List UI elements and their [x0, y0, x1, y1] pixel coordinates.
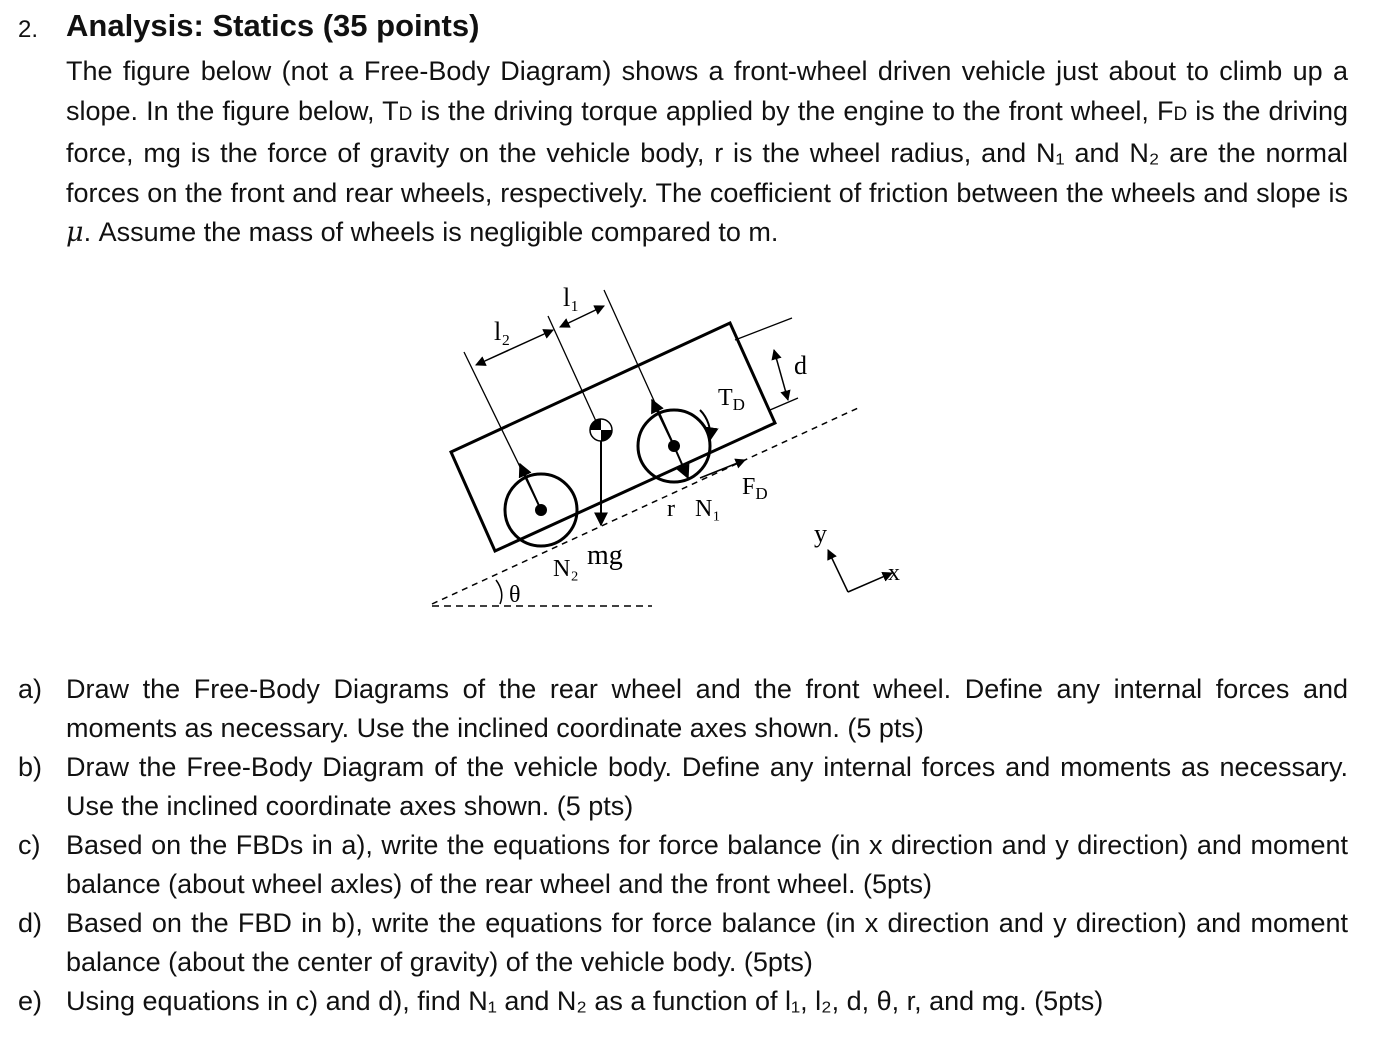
label-l2: l₂ [494, 317, 511, 346]
part-a-text: Draw the Free-Body Diagrams of the rear wheel and the front wheel. Define any internal forces and moments as necessary. Use the inclined coordinate axes shown. (5 pts) [66, 674, 1348, 743]
mu-symbol: μ [66, 217, 84, 248]
label-l1: l₁ [563, 283, 580, 312]
part-e-text: Using equations in c) and d), find N₁ and N₂ as a function of l₁, l₂, d, θ, r, and mg. (5pts) [66, 986, 1104, 1016]
intro-text-2: is the driving torque applied by the engine to the front wheel, F [412, 95, 1174, 126]
intro-text-3: is the driving force, mg is the force of gravity on the vehicle body, r is the wheel radius, and N₁ and N₂ are the normal forces on the front and rear wheels, respectively. The coefficient of friction between the wheels and slope is [66, 95, 1348, 208]
label-x: x [888, 560, 900, 586]
vehicle-diagram [420, 278, 900, 620]
radius-arrow [674, 446, 688, 478]
part-c [18, 826, 1348, 904]
question-parts [18, 670, 1348, 1021]
intro-subscript-d2: D [1173, 103, 1188, 125]
label-fd: $F_D$ [742, 474, 768, 503]
intro-text-4: . Assume the mass of wheels is negligible compared to m. [83, 217, 779, 247]
l2-dimension-arrow [476, 330, 553, 365]
d-dimension-arrow [774, 350, 788, 400]
part-e-letter: e) [18, 986, 43, 1016]
n1-arrow [652, 400, 674, 446]
problem-statement [66, 52, 1348, 253]
label-r: r [667, 496, 675, 522]
label-td: $T_D$ [718, 385, 745, 414]
part-b [18, 748, 1348, 826]
question-title: Analysis: Statics (35 points) [66, 8, 480, 43]
y-axis-arrow [828, 550, 848, 592]
extension-line-cg [548, 316, 600, 430]
part-a-letter: a) [18, 674, 43, 704]
intro-subscript-d1: D [398, 103, 413, 125]
question-number: 2. [18, 16, 39, 43]
part-d-letter: d) [18, 908, 43, 938]
label-n2: N₂ [553, 556, 579, 582]
part-a [18, 670, 1348, 748]
extension-line-top [735, 318, 792, 340]
part-e [18, 982, 1348, 1021]
part-d [18, 904, 1348, 982]
x-axis-arrow [848, 573, 892, 592]
n2-arrow [520, 464, 541, 510]
label-y: y [814, 519, 827, 548]
label-theta: θ [509, 582, 521, 608]
label-d: d [794, 351, 807, 380]
part-d-text: Based on the FBD in b), write the equations for force balance (in x direction and y direction) and moment balance (about the center of gravity) of the vehicle body. (5pts) [66, 908, 1348, 977]
intro-text-1: The figure below (not a Free-Body Diagram) shows a front-wheel driven vehicle just about to climb up a slope. In the figure below, T [66, 56, 1348, 126]
label-mg: mg [587, 540, 623, 571]
slope-line [432, 408, 858, 604]
part-c-letter: c) [18, 830, 41, 860]
extension-line-bottom [770, 398, 798, 410]
part-b-letter: b) [18, 752, 43, 782]
part-c-text: Based on the FBDs in a), write the equations for force balance (in x direction and y direction) and moment balance (about wheel axles) of the rear wheel and the front wheel. (5pts) [66, 830, 1348, 899]
vehicle-body [451, 323, 775, 551]
part-b-text: Draw the Free-Body Diagram of the vehicle body. Define any internal forces and moments as necessary. Use the inclined coordinate axes shown. (5 pts) [66, 752, 1348, 821]
label-n1: N₁ [695, 496, 721, 522]
theta-arc [496, 580, 502, 604]
